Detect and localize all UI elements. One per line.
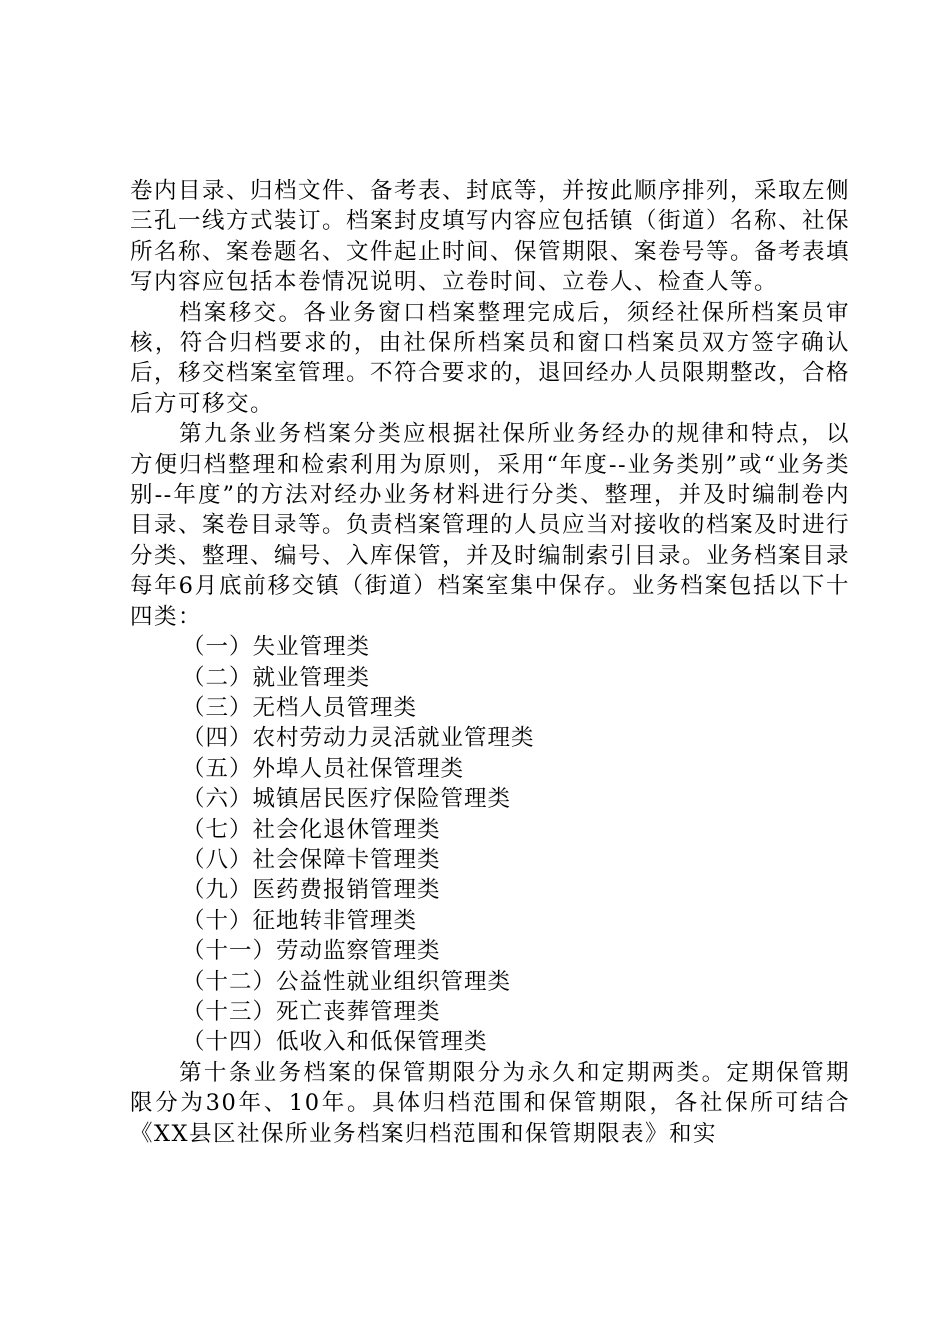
paragraph-article-nine: 第九条业务档案分类应根据社保所业务经办的规律和特点，以方便归档整理和检索利用为原则，采用“年度--业务类别”或“业务类别--年度”的方法对经办业务材料进行分类、整理，并及时编制卷内目录、案卷目录等。负责档案管理的人员应当对接收的档案及时进行分类、整理、编号、入库保管，并及时编制索引目录。业务档案目录每年6月底前移交镇（街道）档案室集中保存。业务档案包括以下十四类： bbox=[130, 421, 851, 630]
list-item: （十）征地转非管理类 bbox=[182, 907, 418, 934]
list-item: （二）就业管理类 bbox=[182, 664, 371, 691]
category-list bbox=[130, 632, 850, 1058]
list-item: （八）社会保障卡管理类 bbox=[182, 846, 441, 873]
list-item: （四）农村劳动力灵活就业管理类 bbox=[182, 725, 535, 752]
list-item: （六）城镇居民医疗保险管理类 bbox=[182, 786, 512, 813]
list-item: （十三）死亡丧葬管理类 bbox=[182, 998, 441, 1025]
list-item: （七）社会化退休管理类 bbox=[182, 816, 441, 843]
list-item: （三）无档人员管理类 bbox=[182, 694, 418, 721]
list-item: （九）医药费报销管理类 bbox=[182, 877, 441, 904]
paragraph-archive-transfer: 档案移交。各业务窗口档案整理完成后，须经社保所档案员审核，符合归档要求的，由社保所档案员和窗口档案员双方签字确认后，移交档案室管理。不符合要求的，退回经办人员限期整改，合格后方可移交。 bbox=[130, 299, 851, 417]
list-item: （五）外埠人员社保管理类 bbox=[182, 755, 465, 782]
document-page bbox=[130, 176, 850, 1149]
paragraph-binding-rules: 卷内目录、归档文件、备考表、封底等，并按此顺序排列，采取左侧三孔一线方式装订。档案封皮填写内容应包括镇（街道）名称、社保所名称、案卷题名、文件起止时间、保管期限、案卷号等。备考表填写内容应包括本卷情况说明、立卷时间、立卷人、检查人等。 bbox=[130, 178, 851, 296]
list-item: （十二）公益性就业组织管理类 bbox=[182, 968, 512, 995]
list-item: （十一）劳动监察管理类 bbox=[182, 938, 441, 965]
list-item: （十四）低收入和低保管理类 bbox=[182, 1029, 488, 1056]
list-item: （一）失业管理类 bbox=[182, 634, 371, 661]
paragraph-article-ten: 第十条业务档案的保管期限分为永久和定期两类。定期保管期限分为30年、10年。具体归档范围和保管期限，各社保所可结合《XX县区社保所业务档案归档范围和保管期限表》和实 bbox=[130, 1059, 850, 1147]
